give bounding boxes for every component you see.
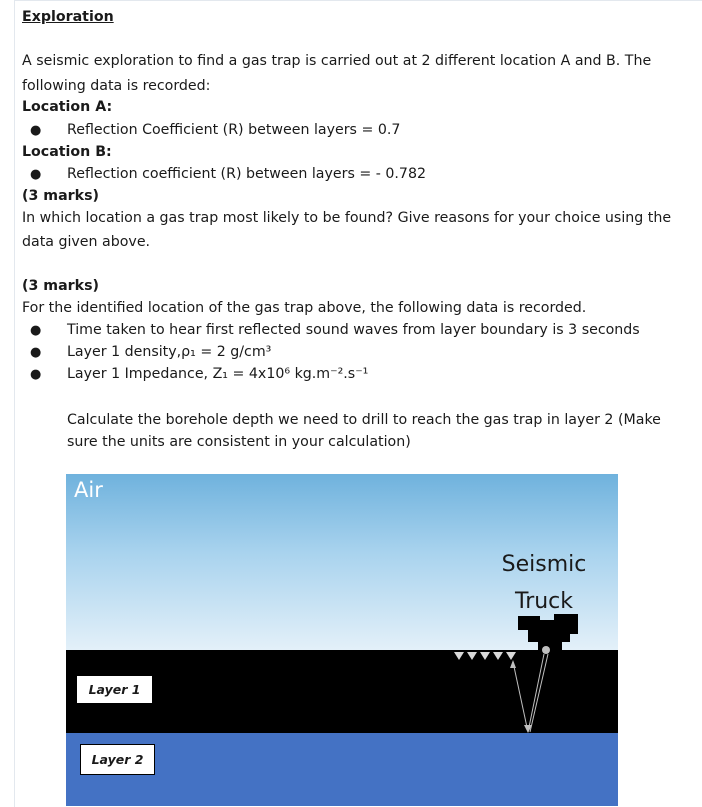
location-b-label: Location B: (22, 144, 112, 160)
layer-2-label: Layer 2 (80, 744, 155, 775)
source-point-icon (542, 646, 550, 654)
geophone-icon (454, 652, 516, 660)
question-1-line-2: data given above. (22, 234, 151, 250)
truck-label-line-2: Truck (514, 589, 574, 614)
section-heading: Exploration (22, 9, 114, 25)
calculation-line-2: sure the units are consistent in your calculation) (67, 434, 411, 450)
calculation-line-1: Calculate the borehole depth we need to drill to reach the gas trap in layer 2 (Make (67, 412, 661, 428)
bullet-icon: ● (30, 167, 42, 182)
truck-label-line-1: Seismic (501, 552, 587, 577)
layer-1-label: Layer 1 (76, 675, 153, 704)
seismic-diagram (66, 474, 618, 806)
question-1-line-1: In which location a gas trap most likely to be found? Give reasons for your choice using the (22, 210, 672, 226)
question-2-intro: For the identified location of the gas trap above, the following data is recorded. (22, 300, 587, 316)
truck-icon (518, 614, 578, 650)
impedance-data: Layer 1 Impedance, Z₁ = 4x10⁶ kg.m⁻².s⁻¹ (67, 366, 369, 382)
bullet-icon: ● (30, 123, 42, 138)
location-a-label: Location A: (22, 99, 113, 115)
question-1-marks: (3 marks) (22, 188, 100, 204)
bullet-icon: ● (30, 367, 42, 382)
ray-path-icon (513, 654, 548, 732)
intro-line-1: A seismic exploration to find a gas trap is carried out at 2 different location A and B. The (22, 53, 652, 69)
bullet-icon: ● (30, 323, 42, 338)
question-2-marks: (3 marks) (22, 278, 100, 294)
air-label: Air (74, 478, 103, 502)
location-a-value: Reflection Coefficient (R) between layers = 0.7 (67, 122, 401, 138)
time-data: Time taken to hear first reflected sound waves from layer boundary is 3 seconds (67, 322, 640, 338)
arrow-up-icon (510, 660, 516, 668)
location-b-value: Reflection coefficient (R) between layers = - 0.782 (67, 166, 426, 182)
bullet-icon: ● (30, 345, 42, 360)
density-data: Layer 1 density,ρ₁ = 2 g/cm³ (67, 344, 272, 360)
intro-line-2: following data is recorded: (22, 78, 211, 94)
